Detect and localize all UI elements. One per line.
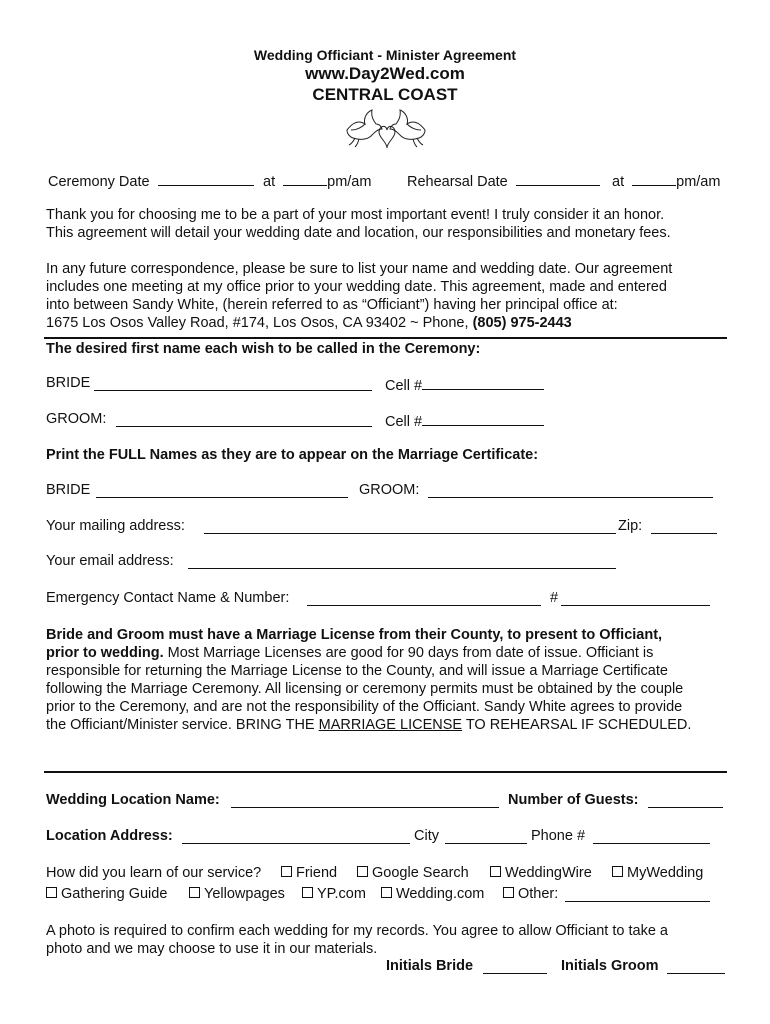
bride-cell-row	[385, 375, 544, 394]
correspondence-line: includes one meeting at my office prior to your wedding date. This agreement, made and entered	[46, 279, 667, 295]
license-text: Most Marriage Licenses are good for 90 days from date of issue. Officiant is	[163, 645, 654, 661]
license-paragraph	[46, 626, 736, 734]
at-label: at	[612, 174, 625, 190]
website-link[interactable]: www.Day2Wed.com	[305, 64, 465, 83]
office-address-line	[46, 314, 736, 332]
emergency-number-label: #	[550, 590, 559, 606]
license-text: TO REHEARSAL IF SCHEDULED.	[462, 717, 692, 733]
initials-bride-field[interactable]	[483, 959, 547, 974]
zip-field[interactable]	[651, 519, 717, 534]
doves-heart-logo	[341, 108, 431, 154]
groom-cell-field[interactable]	[422, 411, 544, 426]
divider	[44, 771, 727, 773]
bride-first-name-row	[46, 375, 90, 391]
license-line	[46, 644, 736, 662]
zip-label: Zip:	[618, 518, 643, 534]
option-label: Other:	[518, 886, 559, 902]
emergency-number-field[interactable]	[561, 591, 710, 606]
checkbox[interactable]	[490, 866, 501, 877]
option-label: Friend	[296, 865, 338, 881]
referral-option-yellowpages[interactable]	[189, 886, 285, 902]
ceremony-date-field[interactable]	[158, 171, 254, 186]
ceremony-date-label: Ceremony Date	[48, 174, 150, 190]
ceremony-time-field[interactable]	[283, 171, 327, 186]
license-line	[46, 716, 736, 734]
checkbox[interactable]	[281, 866, 292, 877]
checkbox[interactable]	[302, 887, 313, 898]
checkbox[interactable]	[381, 887, 392, 898]
office-phone: (805) 975-2443	[472, 315, 572, 331]
checkbox[interactable]	[189, 887, 200, 898]
initials-groom-field[interactable]	[667, 959, 725, 974]
bride-cell-field[interactable]	[422, 375, 544, 390]
checkbox[interactable]	[503, 887, 514, 898]
phone-field[interactable]	[593, 829, 710, 844]
bride-full-name-field[interactable]	[96, 483, 348, 498]
option-label: Gathering Guide	[61, 886, 168, 902]
rehearsal-date	[407, 171, 600, 190]
location-address-label: Location Address:	[46, 828, 173, 844]
email-field[interactable]	[188, 554, 616, 569]
office-address: 1675 Los Osos Valley Road, #174, Los Osos, CA 93402 ~ Phone,	[46, 315, 473, 331]
option-label: Google Search	[372, 865, 469, 881]
bride-first-name-field[interactable]	[94, 376, 372, 391]
initials-groom-label: Initials Groom	[561, 958, 659, 974]
referral-option-ypcom[interactable]	[302, 886, 366, 902]
checkbox[interactable]	[46, 887, 57, 898]
location-address-field[interactable]	[182, 829, 410, 844]
city-field[interactable]	[445, 829, 527, 844]
intro-line: Thank you for choosing me to be a part of your most important event! I truly consider it an honor.	[46, 207, 665, 223]
license-text: the Officiant/Minister service. BRING THE	[46, 717, 319, 733]
at-label: at	[263, 174, 276, 190]
pmam-label: pm/am	[676, 174, 721, 190]
intro-line: This agreement will detail your wedding date and location, our responsibilities and monetary fees.	[46, 225, 671, 241]
divider	[44, 337, 727, 339]
referral-question: How did you learn of our service?	[46, 865, 262, 881]
first-names-heading: The desired first name each wish to be called in the Ceremony:	[46, 341, 481, 357]
dates-row	[48, 171, 254, 190]
location-name-field[interactable]	[231, 793, 499, 808]
full-names-heading: Print the FULL Names as they are to appear on the Marriage Certificate:	[46, 447, 539, 463]
rehearsal-time	[612, 171, 720, 190]
referral-option-other[interactable]	[503, 886, 558, 902]
email-label: Your email address:	[46, 553, 174, 569]
city-label: City	[414, 828, 439, 844]
guests-label: Number of Guests:	[508, 792, 639, 808]
referral-option-weddingwire[interactable]	[490, 865, 592, 881]
option-label: Yellowpages	[204, 886, 285, 902]
checkbox[interactable]	[357, 866, 368, 877]
referral-option-weddingcom[interactable]	[381, 886, 484, 902]
photo-paragraph	[46, 922, 736, 958]
mailing-address-field[interactable]	[204, 519, 616, 534]
ceremony-time	[263, 171, 371, 190]
rehearsal-time-field[interactable]	[632, 171, 676, 186]
groom-full-name-field[interactable]	[428, 483, 713, 498]
license-line: responsible for returning the Marriage License to the County, and will issue a Marriage Certificate	[46, 663, 668, 679]
other-source-field[interactable]	[565, 887, 710, 902]
correspondence-line: In any future correspondence, please be sure to list your name and wedding date. Our agreement	[46, 261, 673, 277]
groom-label: GROOM:	[46, 411, 107, 427]
marriage-license-emphasis: MARRIAGE LICENSE	[318, 717, 463, 733]
groom-full-name-label: GROOM:	[359, 482, 420, 498]
rehearsal-date-field[interactable]	[516, 171, 600, 186]
referral-option-mywedding[interactable]	[612, 865, 703, 881]
license-line: prior to the Ceremony, and are not the responsibility of the Officiant. Sandy White agrees to provide	[46, 699, 683, 715]
phone-label: Phone #	[531, 828, 586, 844]
correspondence-paragraph	[46, 260, 736, 332]
guests-field[interactable]	[648, 793, 723, 808]
license-line: following the Marriage Ceremony. All licensing or ceremony permits must be obtained by the couple	[46, 681, 684, 697]
referral-option-google[interactable]	[357, 865, 469, 881]
license-line: Bride and Groom must have a Marriage License from their County, to present to Officiant,	[46, 627, 663, 643]
emergency-contact-label: Emergency Contact Name & Number:	[46, 590, 290, 606]
groom-first-name-row	[46, 411, 106, 427]
groom-first-name-field[interactable]	[116, 412, 372, 427]
intro-paragraph	[46, 206, 736, 242]
correspondence-line: into between Sandy White, (herein referred to as “Officiant”) having her principal office at:	[46, 297, 618, 313]
referral-option-gathering-guide[interactable]	[46, 886, 167, 902]
mailing-address-label: Your mailing address:	[46, 518, 185, 534]
pmam-label: pm/am	[327, 174, 372, 190]
region-title: CENTRAL COAST	[312, 85, 458, 104]
option-label: WeddingWire	[505, 865, 592, 881]
groom-cell-row	[385, 411, 544, 430]
form-title: Wedding Officiant - Minister Agreement	[253, 47, 517, 63]
location-name-label: Wedding Location Name:	[46, 792, 220, 808]
option-label: MyWedding	[627, 865, 704, 881]
rehearsal-date-label: Rehearsal Date	[407, 174, 508, 190]
option-label: YP.com	[317, 886, 366, 902]
referral-option-friend[interactable]	[281, 865, 337, 881]
cell-label: Cell #	[385, 414, 423, 430]
emergency-contact-field[interactable]	[307, 591, 541, 606]
checkbox[interactable]	[612, 866, 623, 877]
license-bold-text: prior to wedding.	[46, 645, 164, 661]
bride-full-name-label: BRIDE	[46, 482, 91, 498]
photo-line: photo and we may choose to use it in our materials.	[46, 941, 378, 957]
cell-label: Cell #	[385, 378, 423, 394]
bride-label: BRIDE	[46, 375, 91, 391]
photo-line: A photo is required to confirm each wedding for my records. You agree to allow Officiant to take a	[46, 923, 668, 939]
initials-bride-label: Initials Bride	[386, 958, 474, 974]
option-label: Wedding.com	[396, 886, 485, 902]
